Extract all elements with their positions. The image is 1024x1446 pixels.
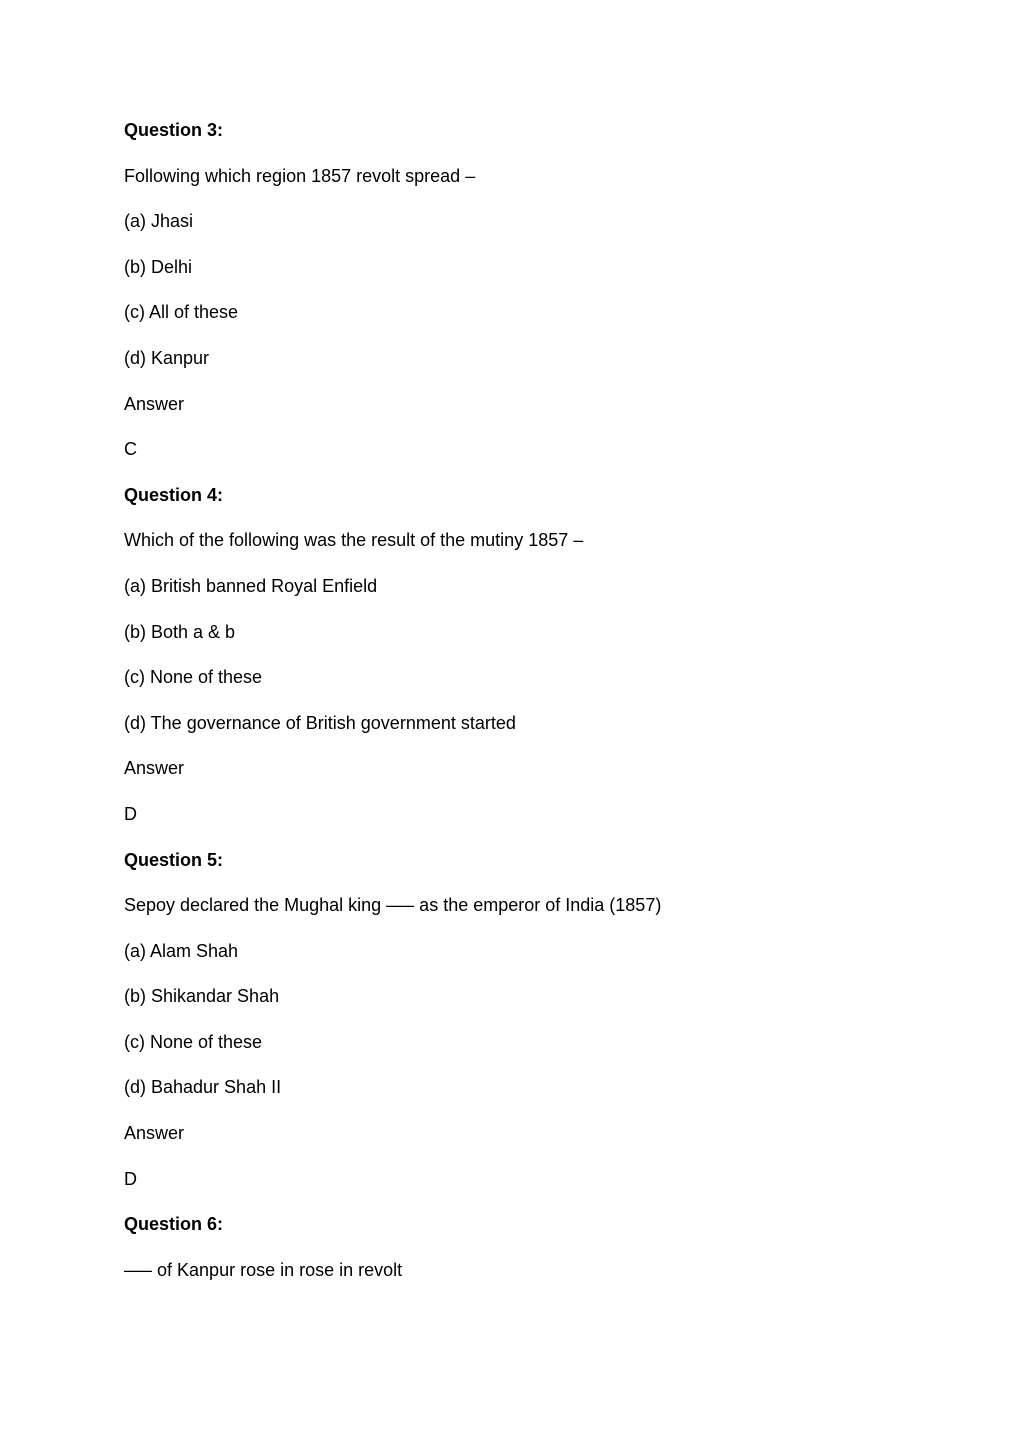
question-4 — [124, 485, 984, 825]
question-text: Which of the following was the result of the mutiny 1857 – — [124, 530, 584, 551]
question-text: Sepoy declared the Mughal king —– as the emperor of India (1857) — [124, 895, 662, 916]
answer-value: D — [124, 803, 137, 824]
option-a: (a) Jhasi — [124, 211, 194, 232]
answer-label: Answer — [124, 758, 185, 779]
question-text: —– of Kanpur rose in rose in revolt — [124, 1259, 403, 1280]
option-d: (d) Kanpur — [124, 347, 210, 368]
question-3 — [124, 120, 984, 460]
option-d: (d) Bahadur Shah II — [124, 1077, 282, 1098]
question-5 — [124, 850, 984, 1190]
answer-label: Answer — [124, 393, 185, 414]
option-a: (a) British banned Royal Enfield — [124, 575, 378, 596]
option-a: (a) Alam Shah — [124, 940, 239, 961]
answer-label: Answer — [124, 1123, 185, 1144]
option-b: (b) Both a & b — [124, 621, 236, 642]
question-title: Question 3: — [124, 120, 224, 140]
option-c: (c) All of these — [124, 302, 239, 323]
option-b: (b) Shikandar Shah — [124, 986, 280, 1007]
question-title: Question 5: — [124, 849, 224, 870]
question-title: Question 4: — [124, 484, 224, 505]
option-b: (b) Delhi — [124, 256, 193, 277]
answer-value: C — [124, 439, 137, 460]
answer-value: D — [124, 1168, 137, 1189]
question-text: Following which region 1857 revolt spread – — [124, 165, 476, 186]
option-c: (c) None of these — [124, 667, 263, 688]
question-title: Question 6: — [124, 1214, 224, 1235]
document-page — [124, 120, 984, 1305]
question-6 — [124, 1214, 984, 1281]
option-d: (d) The governance of British government started — [124, 712, 516, 733]
option-c: (c) None of these — [124, 1031, 263, 1052]
